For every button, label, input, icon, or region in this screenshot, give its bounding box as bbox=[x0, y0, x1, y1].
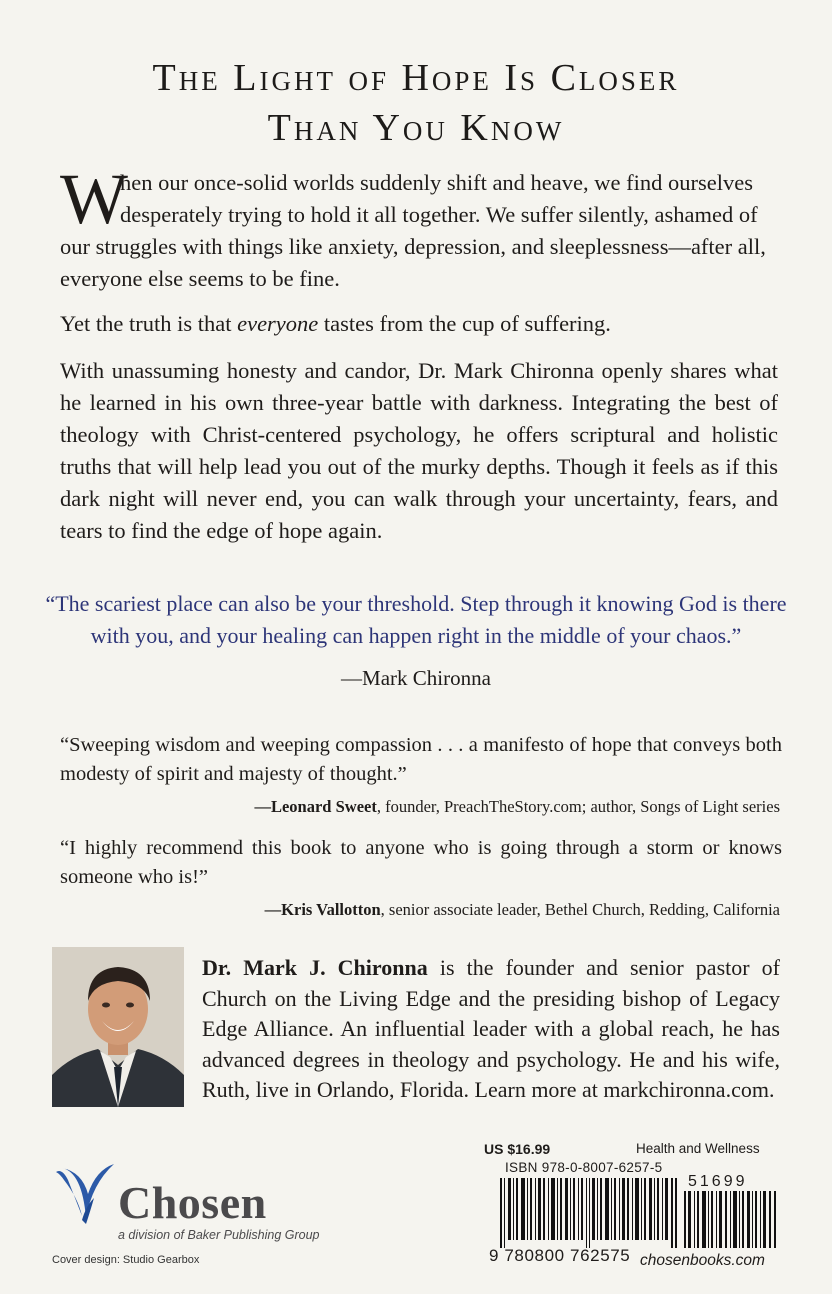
price-label: US $16.99 bbox=[484, 1141, 551, 1157]
truth-after: tastes from the cup of suffering. bbox=[318, 311, 611, 336]
truth-before: Yet the truth is that bbox=[60, 311, 238, 336]
truth-emphasis: everyone bbox=[237, 311, 319, 336]
chosen-bird-logo-icon bbox=[52, 1158, 118, 1228]
cover-title-line-1: The Light of Hope Is Closer bbox=[152, 57, 680, 99]
barcode-addon-digits: 51699 bbox=[688, 1173, 748, 1190]
author-bio bbox=[202, 953, 780, 1106]
intro-line-1: hen our once-solid worlds suddenly shift and heave, we find ourselves bbox=[120, 170, 753, 195]
cover-design-credit: Cover design: Studio Gearbox bbox=[52, 1254, 200, 1266]
price-addon-barcode bbox=[684, 1191, 778, 1248]
publisher-wordmark: Chosen bbox=[118, 1177, 267, 1228]
dropcap-letter: W bbox=[60, 159, 128, 239]
intro-line-2: desperately trying to hold it all together. We suffer silently, ashamed of bbox=[120, 202, 758, 227]
chosen-logo bbox=[52, 1158, 118, 1233]
endorsement-quote-2: “I highly recommend this book to anyone who is going through a storm or knows someone who is!” bbox=[60, 837, 782, 888]
truth-paragraph bbox=[60, 308, 778, 340]
isbn-barcode bbox=[500, 1178, 677, 1248]
cover-title-line-2: Than You Know bbox=[267, 107, 565, 149]
featured-quote-line-2: with you, and your healing can happen right in the middle of your chaos.” bbox=[90, 623, 742, 648]
endorsement-attribution-1 bbox=[254, 797, 780, 817]
isbn-label: ISBN 978-0-8007-6257-5 bbox=[505, 1160, 663, 1175]
author-photo bbox=[52, 947, 184, 1107]
endorser-role-2: , senior associate leader, Bethel Church, Redding, California bbox=[380, 900, 780, 919]
author-name: Dr. Mark J. Chironna bbox=[202, 955, 428, 980]
featured-quote-attribution: —Mark Chironna bbox=[341, 666, 491, 690]
endorser-name-1: —Leonard Sweet bbox=[254, 797, 377, 816]
endorsement-quote-1: “Sweeping wisdom and weeping compassion . . . a manifesto of hope that conveys both modesty of spirit and majesty of thought.” bbox=[60, 734, 782, 785]
author-portrait-illustration bbox=[52, 947, 184, 1107]
endorser-name-2: —Kris Vallotton bbox=[264, 900, 381, 919]
barcode-digits: 9 780800 762575 bbox=[489, 1246, 631, 1265]
publisher-website: chosenbooks.com bbox=[640, 1252, 765, 1269]
publisher-subtitle: a division of Baker Publishing Group bbox=[118, 1228, 320, 1242]
intro-line-3: our struggles with things like anxiety, depression, and sleeplessness—after all, bbox=[60, 234, 766, 259]
featured-quote bbox=[40, 588, 792, 652]
category-label: Health and Wellness bbox=[636, 1141, 760, 1156]
body-paragraph: With unassuming honesty and candor, Dr. Mark Chironna openly shares what he learned in his own three-year battle with darkness. Integrating the best of theology with Christ-centered psychology, he offers scriptural and holistic truths that will help lead you out of the murky depths. Though it feels as if this dark night will never end, you can walk through your uncertainty, fears, and tears to find the edge of hope again. bbox=[60, 358, 778, 543]
intro-line-4: everyone else seems to be fine. bbox=[60, 266, 340, 291]
endorser-role-1: , founder, PreachTheStory.com; author, Songs of Light series bbox=[376, 797, 780, 816]
author-bio-text: is the founder and senior pastor of Church on the Living Edge and the presiding bishop of Legacy Edge Alliance. An influential leader with a global reach, he has advanced degrees in theology and psychology. He and his wife, Ruth, live in Orlando, Florida. Learn more at markchironna.com. bbox=[202, 955, 780, 1102]
featured-quote-line-1: “The scariest place can also be your threshold. Step through it knowing God is there bbox=[45, 591, 787, 616]
endorsement-attribution-2 bbox=[265, 900, 780, 920]
